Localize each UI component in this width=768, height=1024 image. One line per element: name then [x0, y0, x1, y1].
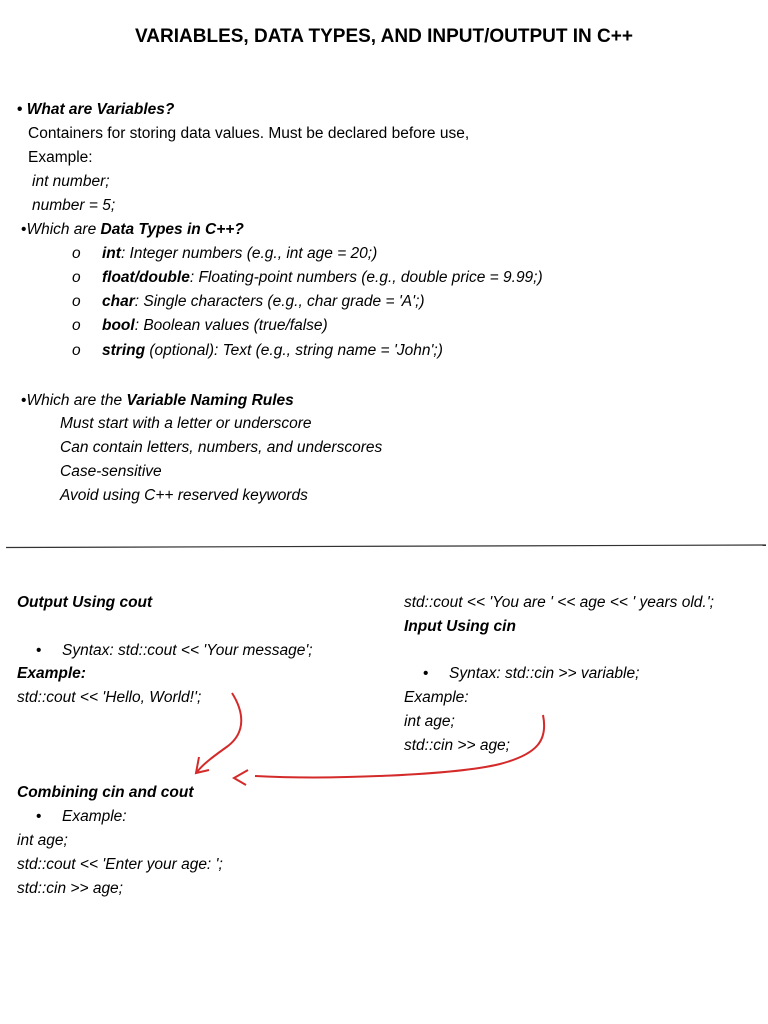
data-type-name: float/double [102, 269, 190, 286]
bullet: • [21, 221, 27, 238]
output-example-label: Example: [17, 665, 86, 682]
output-example-code: std::cout << 'Hello, World!'; [17, 689, 202, 706]
naming-rule: Must start with a letter or underscore [60, 415, 312, 432]
o-bullet: o [72, 245, 81, 262]
naming-rule: Case-sensitive [60, 463, 162, 480]
data-type-name: int [102, 245, 121, 262]
data-type-desc: (optional): Text (e.g., string name = 'John';) [145, 342, 443, 359]
variables-code-line: number = 5; [32, 197, 116, 214]
input-code-line: std::cin >> age; [404, 737, 510, 754]
red-arrow-long [255, 715, 544, 777]
variables-description: Containers for storing data values. Must be declared before use, [28, 125, 470, 142]
input-code-line: int age; [404, 713, 455, 730]
red-arrowhead-long [234, 770, 248, 785]
section-divider [6, 545, 766, 548]
bullet: • [36, 642, 42, 659]
o-bullet: o [72, 269, 81, 286]
input-heading: Input Using cin [404, 618, 516, 635]
data-type-desc: : Integer numbers (e.g., int age = 20;) [120, 245, 378, 262]
bullet: • [423, 665, 429, 682]
input-syntax: Syntax: std::cin >> variable; [449, 665, 640, 682]
data-type-name: char [102, 293, 135, 310]
naming-rule: Can contain letters, numbers, and underscores [60, 439, 383, 456]
bullet: • [36, 808, 42, 825]
data-types-heading-bold: Data Types in C++? [100, 221, 244, 238]
combining-bullet: Example: [62, 808, 127, 825]
bullet: • [17, 101, 23, 118]
naming-rule: Avoid using C++ reserved keywords [60, 487, 308, 504]
combining-heading: Combining cin and cout [17, 784, 194, 801]
variables-heading: What are Variables? [26, 101, 175, 118]
input-example-label: Example: [404, 689, 469, 706]
output-syntax: Syntax: std::cout << 'Your message'; [62, 642, 313, 659]
data-types-heading-prefix: Which are [26, 221, 101, 238]
data-type-name: bool [102, 317, 135, 334]
variables-example-label: Example: [28, 149, 93, 166]
data-type-desc: : Boolean values (true/false) [134, 317, 328, 334]
data-type-name: string [102, 342, 146, 359]
naming-heading-bold: Variable Naming Rules [126, 392, 294, 409]
data-type-desc: : Floating-point numbers (e.g., double price = 9.99;) [189, 269, 543, 286]
variables-code-line: int number; [32, 173, 110, 190]
bullet: • [21, 392, 27, 409]
page-title: VARIABLES, DATA TYPES, AND INPUT/OUTPUT IN C++ [135, 26, 633, 47]
combining-code-line: std::cout << 'Enter your age: '; [17, 856, 223, 873]
o-bullet: o [72, 293, 81, 310]
data-type-desc: : Single characters (e.g., char grade = 'A';) [134, 293, 425, 310]
o-bullet: o [72, 317, 81, 334]
combining-code-line: int age; [17, 832, 68, 849]
o-bullet: o [72, 342, 81, 359]
combining-code-line: std::cin >> age; [17, 880, 123, 897]
input-top-line: std::cout << 'You are ' << age << ' years old.'; [404, 594, 714, 611]
naming-heading-prefix: Which are the [26, 392, 127, 409]
red-arrow-curve-left [197, 693, 241, 772]
output-heading: Output Using cout [17, 594, 153, 611]
